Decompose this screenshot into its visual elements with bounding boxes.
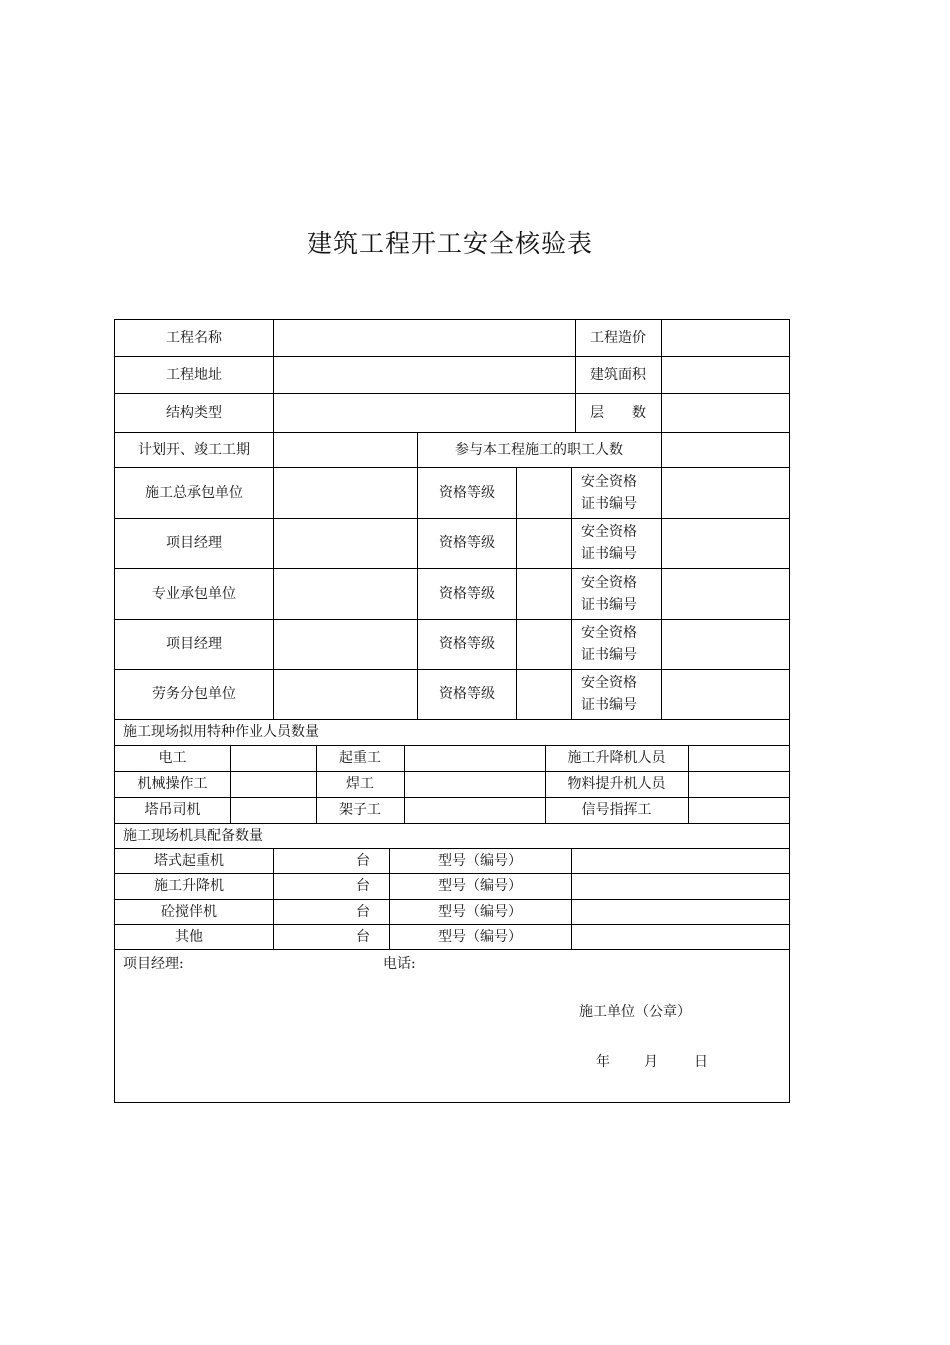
label-scaffolder: 架子工 [339, 802, 381, 818]
label-machine-operator: 机械操作工 [137, 776, 208, 792]
label-safety-cert: 安全资格 证书编号 [581, 574, 637, 613]
col-divider [273, 467, 274, 719]
label-unit: 台 [356, 928, 370, 945]
label-structure-type: 结构类型 [166, 404, 222, 421]
label-building-area: 建筑面积 [590, 366, 646, 383]
col-divider [273, 320, 274, 432]
col-divider [273, 432, 274, 467]
page-title: 建筑工程开工安全核验表 [306, 229, 593, 258]
label-welder: 焊工 [346, 776, 374, 792]
field-project-name[interactable] [273, 320, 575, 356]
label-unit: 台 [356, 852, 370, 869]
col-divider [516, 467, 517, 719]
col-divider [316, 745, 317, 823]
verification-form [114, 319, 790, 1103]
col-divider [417, 467, 418, 719]
row-divider [115, 619, 789, 620]
label-labor-subcontractor: 劳务分包单位 [152, 686, 236, 702]
field-building-area[interactable] [661, 356, 789, 393]
label-schedule: 计划开、竣工工期 [138, 441, 250, 458]
label-concrete-mixer: 砼搅伴机 [161, 903, 217, 920]
label-unit: 台 [356, 903, 370, 920]
label-footer-phone: 电话: [383, 956, 416, 972]
row-divider [115, 823, 789, 824]
col-divider [230, 745, 231, 823]
label-project-manager: 项目经理 [166, 535, 222, 551]
label-project-name: 工程名称 [166, 330, 222, 346]
label-general-contractor: 施工总承包单位 [145, 484, 243, 501]
label-rigger: 起重工 [339, 750, 381, 766]
label-safety-cert: 安全资格 证书编号 [581, 524, 637, 562]
label-floors: 层 数 [590, 404, 646, 421]
label-model: 型号（编号） [438, 903, 522, 920]
row-divider [115, 719, 789, 720]
col-divider [661, 432, 662, 467]
label-qualification: 资格等级 [439, 636, 495, 652]
row-divider [115, 393, 789, 394]
label-project-address: 工程地址 [166, 366, 222, 383]
field-structure-type[interactable] [273, 393, 575, 432]
col-divider [389, 848, 390, 949]
label-footer-manager: 项目经理: [123, 956, 184, 972]
col-divider [661, 320, 662, 432]
field-project-cost[interactable] [661, 320, 789, 356]
label-safety-cert: 安全资格 证书编号 [581, 473, 637, 512]
label-construction-hoist: 施工升降机 [154, 878, 224, 894]
label-other-machinery: 其他 [175, 928, 203, 945]
row-divider [115, 899, 789, 900]
label-signal-commander: 信号指挥工 [581, 802, 652, 818]
label-project-cost: 工程造价 [590, 330, 646, 346]
row-divider [115, 518, 789, 519]
col-divider [571, 467, 572, 719]
col-divider [404, 745, 405, 823]
row-divider [115, 949, 789, 950]
label-workers-count: 参与本工程施工的职工人数 [455, 441, 623, 458]
label-qualification: 资格等级 [439, 484, 495, 501]
label-hoist-operator: 施工升降机人员 [567, 750, 666, 766]
row-divider [115, 568, 789, 569]
col-divider [688, 745, 689, 823]
row-divider [115, 467, 789, 468]
field-project-address[interactable] [273, 356, 575, 393]
label-tower-crane-driver: 塔吊司机 [144, 802, 201, 818]
special-workers-header: 施工现场拟用特种作业人员数量 [123, 724, 319, 740]
col-divider [545, 745, 546, 823]
field-workers-count[interactable] [661, 432, 789, 467]
col-divider [661, 467, 662, 719]
row-divider [115, 669, 789, 670]
label-year: 年 [596, 1054, 610, 1070]
label-safety-cert: 安全资格 证书编号 [581, 625, 637, 663]
label-construction-seal: 施工单位（公章） [579, 1004, 691, 1020]
label-model: 型号（编号） [438, 928, 522, 945]
col-divider [417, 432, 418, 467]
label-unit: 台 [356, 878, 370, 894]
label-tower-crane: 塔式起重机 [154, 852, 224, 869]
label-day: 日 [694, 1054, 708, 1070]
field-floors[interactable] [661, 393, 789, 432]
label-qualification: 资格等级 [439, 535, 495, 551]
label-model: 型号（编号） [438, 852, 522, 869]
machinery-header: 施工现场机具配备数量 [123, 827, 263, 844]
label-material-hoist-operator: 物料提升机人员 [567, 776, 666, 792]
row-divider [115, 848, 789, 849]
row-divider [115, 432, 789, 433]
col-divider [273, 848, 274, 949]
label-qualification: 资格等级 [439, 686, 495, 702]
label-project-manager: 项目经理 [166, 636, 222, 652]
label-model: 型号（编号） [438, 878, 522, 894]
row-divider [115, 356, 789, 357]
col-divider [575, 320, 576, 432]
label-qualification: 资格等级 [439, 585, 495, 602]
col-divider [571, 848, 572, 949]
label-electrician: 电工 [158, 750, 187, 766]
label-specialty-contractor: 专业承包单位 [152, 585, 236, 602]
label-month: 月 [644, 1054, 658, 1070]
field-schedule[interactable] [273, 432, 417, 467]
row-divider [115, 924, 789, 925]
label-safety-cert: 安全资格 证书编号 [581, 675, 637, 713]
row-divider [115, 873, 789, 874]
